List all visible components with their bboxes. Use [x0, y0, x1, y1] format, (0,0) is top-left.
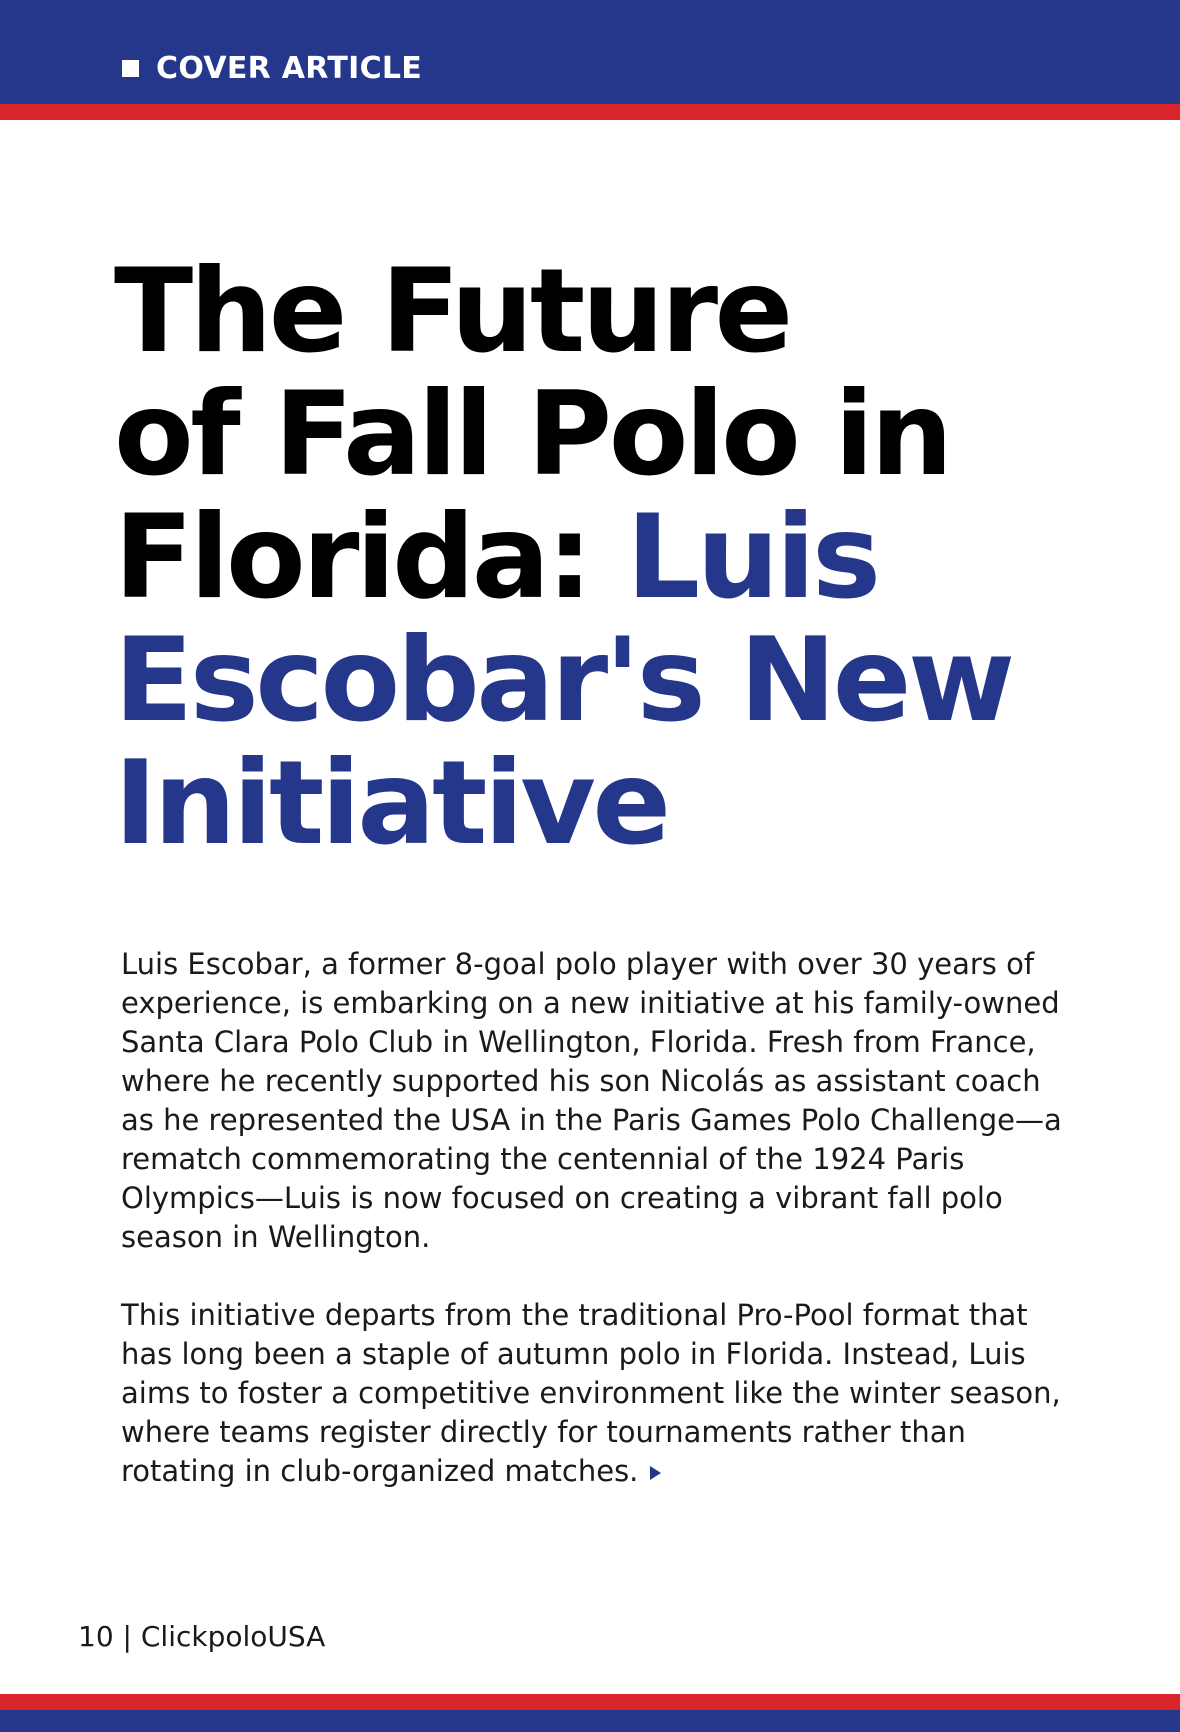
page-folio: 10 | ClickpoloUSA — [78, 1620, 326, 1653]
headline-line-2: of Fall Polo in — [114, 367, 950, 502]
body-paragraph-1 — [121, 945, 1081, 1257]
footer-band — [0, 1710, 1180, 1732]
headline-line-3 — [114, 490, 1164, 625]
headline-line-5: Initiative — [114, 736, 668, 871]
header-stripe — [0, 104, 1180, 120]
body-paragraph-2 — [121, 1296, 1081, 1491]
article-body — [121, 945, 1081, 1491]
footer-stripe — [0, 1694, 1180, 1710]
section-label-text: COVER ARTICLE — [156, 50, 423, 86]
body-paragraph-2-text: This initiative departs from the traditional Pro-Pool format that has long been a staple of autumn polo in Florida. Instead, Luis aims to foster a competitive environment like the winter season, where teams register directly for tournaments rather than rotating in club-organized matches. — [121, 1298, 1061, 1488]
section-label — [122, 48, 422, 88]
article-headline — [114, 244, 1164, 871]
square-bullet-icon — [122, 60, 139, 77]
headline-line-4: Escobar's New — [114, 613, 1012, 748]
body-paragraph-1-text: Luis Escobar, a former 8-goal polo player with over 30 years of experience, is embarking on a new initiative at his family-owned Santa Clara Polo Club in Wellington, Florida. Fresh from France, where he recently supported his son Nicolás as assistant coach as he represented the USA in the Paris Games Polo Challenge—a rematch commemorating the centennial of the 1924 Paris Olympics—Luis is now focused on creating a vibrant fall polo season in Wellington. — [121, 947, 1062, 1254]
headline-line-3-accent: Luis — [626, 490, 878, 625]
headline-line-1: The Future — [114, 244, 790, 379]
headline-line-3-black: Florida: — [114, 490, 627, 625]
continue-arrow-icon — [650, 1466, 661, 1480]
